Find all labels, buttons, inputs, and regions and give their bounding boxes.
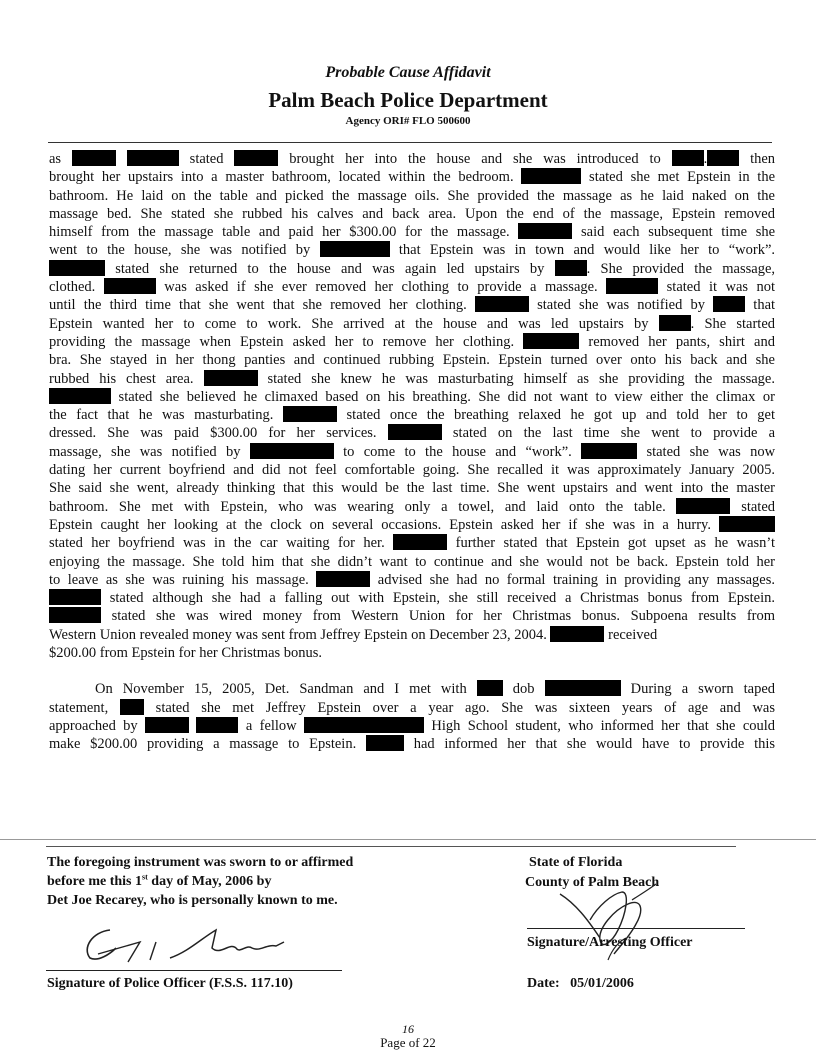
page-label: Page of 22 xyxy=(380,1035,436,1050)
text-line: statement, stated she met Jeffrey Epstein over a year ago. She was sixteen years of age and was xyxy=(49,699,776,716)
redaction xyxy=(477,680,503,696)
redaction xyxy=(518,223,572,239)
footer-rule xyxy=(0,839,816,840)
redaction xyxy=(49,260,105,276)
redaction xyxy=(196,717,238,733)
agency-ori: Agency ORI# FLO 500600 xyxy=(345,115,471,127)
text-line: providing the massage when Epstein asked her to remove her clothing. removed her pants, shirt and xyxy=(49,333,775,350)
redaction xyxy=(49,607,101,623)
redaction xyxy=(707,150,739,166)
state-label: State of Florida xyxy=(529,855,623,870)
redaction xyxy=(316,571,370,587)
redaction xyxy=(581,443,637,459)
text-line: stated she believed he climaxed based on his breathing. She did not want to view either the climax or xyxy=(49,388,775,406)
document-title: Probable Cause Affidavit xyxy=(325,64,491,81)
redaction xyxy=(104,278,156,294)
footer-rule-inner xyxy=(46,846,736,847)
redaction xyxy=(234,150,278,166)
text-line: stated her boyfriend was in the car waiting for her. further stated that Epstein got upset as he wasn’t xyxy=(49,535,776,552)
redaction xyxy=(304,717,424,733)
arresting-signature-line xyxy=(527,928,745,929)
affidavit-body xyxy=(49,150,775,754)
text-line: stated she returned to the house and was again led upstairs by . She provided the massage, xyxy=(49,260,775,278)
date-value: 05/01/2006 xyxy=(570,976,634,991)
redaction xyxy=(713,296,745,312)
redaction xyxy=(120,699,144,715)
text-line: On November 15, 2005, Det. Sandman and I met with dob During a sworn taped xyxy=(95,681,776,698)
text-line: dating her current boyfriend and did not feel comfortable going. She recalled it was approximately January 2005. xyxy=(49,462,775,479)
handwritten-page-number: 16 xyxy=(402,1022,414,1036)
text-line: She said she went, already thinking that this would be the last time. She went upstairs and went into the master xyxy=(49,480,775,497)
department-name: Palm Beach Police Department xyxy=(268,88,548,112)
redaction xyxy=(320,241,390,257)
redaction xyxy=(521,168,581,184)
redaction xyxy=(72,150,116,166)
text-line: $200.00 from Epstein for her Christmas bonus. xyxy=(49,645,323,662)
text-line: bra. She stayed in her thong panties and continued rubbing Epstein. Epstein turned over onto his back and she xyxy=(49,352,775,369)
arresting-officer-signature xyxy=(556,880,666,970)
redaction xyxy=(49,589,101,605)
text-line: Western Union revealed money was sent from Jeffrey Epstein on December 23, 2004. received xyxy=(49,626,658,643)
text-line: himself from the massage table and paid her $300.00 for the massage. said each subsequent time she xyxy=(49,224,776,241)
officer-signature-line xyxy=(46,970,342,971)
redaction xyxy=(393,534,447,550)
text-line: Epstein caught her looking at the clock on several occasions. Epstein asked her if she was in a hurry. xyxy=(49,516,775,534)
redaction xyxy=(545,680,621,696)
redaction xyxy=(127,150,179,166)
redaction xyxy=(606,278,658,294)
text-line: dressed. She was paid $300.00 for her services. stated on the last time she went to provide a xyxy=(49,425,776,442)
redaction xyxy=(250,443,334,459)
text-line: to leave as she was ruining his massage. advised she had no formal training in providing any massages. xyxy=(49,571,775,588)
text-line: enjoying the massage. She told him that she didn’t want to continue and she would not be back. Epstein told her xyxy=(49,553,775,570)
officer-signature-label: Signature of Police Officer (F.S.S. 117.10) xyxy=(47,976,293,991)
text-line: stated although she had a falling out with Epstein, she still received a Christmas bonus from Epstein. xyxy=(49,589,775,607)
text-line: clothed. was asked if she ever removed her clothing to provide a massage. stated it was not xyxy=(49,279,776,296)
text-line: approached by a fellow High School student, who informed her that she could xyxy=(49,717,776,734)
text-line: make $200.00 providing a massage to Epstein. had informed her that she would have to provide this xyxy=(49,736,776,753)
redaction xyxy=(659,315,691,331)
redaction xyxy=(204,370,258,386)
text-line: went to the house, she was notified by that Epstein was in town and would like her to “work”. xyxy=(49,242,776,259)
text-line: bathroom. He laid on the table and picked the massage oils. She provided the massage as he laid naked on the xyxy=(49,187,775,204)
redaction xyxy=(283,406,337,422)
text-line: as stated brought her into the house and she was introduced to . then xyxy=(49,151,776,167)
officer-signature xyxy=(70,918,310,966)
text-line: brought her upstairs into a master bathroom, located within the bedroom. stated she met Epstein in the xyxy=(49,169,776,186)
date-row: Date: 05/01/2006 xyxy=(527,976,634,991)
redaction xyxy=(388,424,442,440)
redaction xyxy=(475,296,529,312)
text-line: massage, she was notified by to come to the house and “work”. stated she was now xyxy=(49,443,776,460)
redaction xyxy=(49,388,111,404)
text-line: massage bed. She stated she rubbed his calves and back area. Upon the end of the massage, Epstein removed xyxy=(49,205,775,222)
text-line: the fact that he was masturbating. stated once the breathing relaxed he got up and told her to get xyxy=(49,407,776,424)
text-line: bathroom. She met with Epstein, who was wearing only a towel, and laid onto the table. stated xyxy=(49,498,776,515)
redaction xyxy=(523,333,579,349)
text-line: Epstein wanted her to come to work. She arrived at the house and was led upstairs by . She started xyxy=(49,315,776,332)
redaction xyxy=(550,626,604,642)
text-line: stated she was wired money from Western Union for her Christmas bonus. Subpoena results from xyxy=(49,607,775,625)
arresting-officer-label: Signature/Arresting Officer xyxy=(527,935,693,950)
redaction xyxy=(719,516,775,532)
redaction xyxy=(672,150,704,166)
redaction xyxy=(366,735,404,751)
sworn-statement: The foregoing instrument was sworn to or affirmed before me this 1st day of May, 2006 by Det Joe Recarey, who is personally known to me. xyxy=(47,855,354,908)
county-label: County of Palm Beach xyxy=(525,875,660,890)
redaction xyxy=(145,717,189,733)
redaction xyxy=(555,260,587,276)
redaction xyxy=(676,498,730,514)
header-rule xyxy=(48,142,772,143)
text-line: rubbed his chest area. stated she knew he was masturbating himself as she providing the massage. xyxy=(49,370,775,387)
text-line: until the third time that she went that she removed her clothing. stated she was notified by that xyxy=(49,297,776,314)
